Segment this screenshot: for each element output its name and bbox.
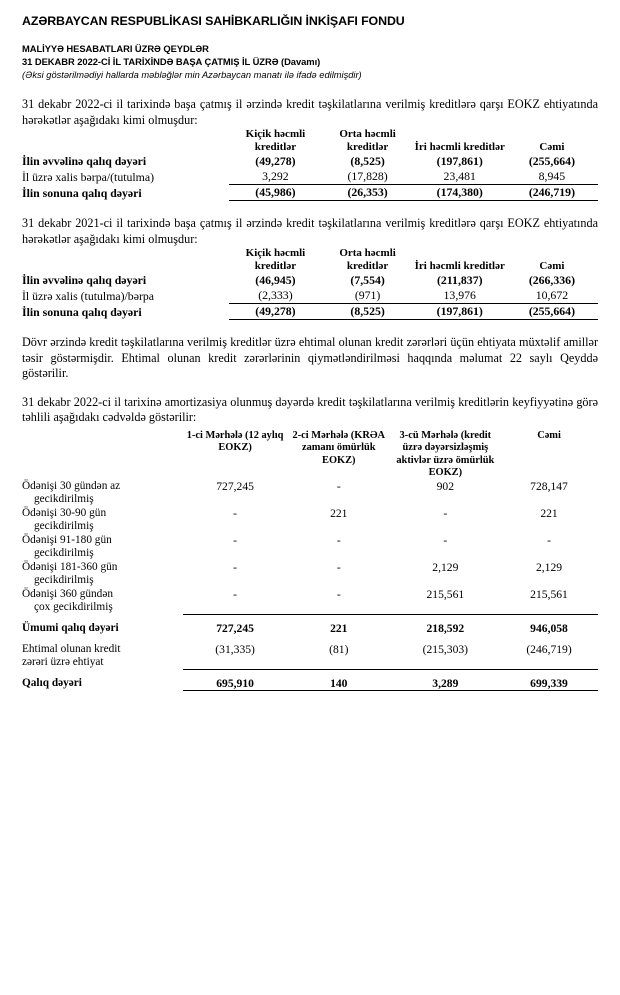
cell-value: (46,945) [255,273,296,287]
table-row [22,154,598,169]
cell-value: - [336,560,341,574]
report-subtitle-line-1: MALİYYƏ HESABATLARI ÜZRƏ QEYDLƏR [22,43,209,54]
cell-value: (197,861) [414,304,506,320]
cell-value: (26,353) [322,185,414,201]
row-label [22,480,183,507]
row-label-line1: Ödənişi 30 gündən az [22,479,121,492]
row-label: İlin sonuna qalıq dəyəri [22,304,142,319]
cell-value: (49,278) [229,304,321,320]
column-header: Kiçik həcmli kreditlər [245,247,306,272]
cell-value: (7,554) [350,273,385,287]
report-subtitle-note: (Əksi göstərilmədiyi hallarda məbləğlər min Azərbaycan manatı ilə ifadə edilmişdir) [22,70,362,80]
paragraph-2: 31 dekabr 2021-ci il tarixində başa çatmış il ərzində kredit təşkilatlarına verilmiş kreditlərə qarşı EOKZ ehtiyatında hərəkətlər aşağıdakı kimi olmuşdur: [22,216,598,246]
column-header: Cəmi [537,429,561,441]
row-label-line1: Ödənişi 181-360 gün [22,560,118,573]
cell-value: (8,525) [322,304,414,320]
cell-value: 215,561 [530,587,568,601]
page-title: AZƏRBAYCAN RESPUBLİKASI SAHİBKARLIĞIN İNKİŞAFI FONDU [22,14,405,28]
cell-value: (971) [322,288,414,304]
cell-value: 23,481 [414,169,506,185]
table-row [22,288,598,304]
cell-value: (31,335) [215,642,255,656]
cell-value: 218,592 [426,622,465,635]
table-row [22,561,598,588]
cell-value: 8,945 [506,169,598,185]
column-header: İri həcmli kreditlər [414,141,505,153]
cell-value: - [233,587,238,601]
row-label-line1: Ehtimal olunan kredit [22,642,121,655]
row-label: Ümumi qalıq dəyəri [22,622,119,634]
column-header: Orta həcmli kreditlər [339,128,396,153]
table-divider-row [22,615,598,623]
row-label [22,588,183,615]
cell-value: - [233,506,238,520]
row-label-line2: zərəri üzrə ehtiyat [22,656,104,668]
cell-value: 946,058 [530,622,568,635]
column-header: İri həcmli kreditlər [414,260,505,272]
table-row-total [22,304,598,320]
ecl-movement-table-2021 [22,247,598,320]
cell-value: 695,910 [216,677,254,690]
cell-value: - [443,533,448,547]
paragraph-1: 31 dekabr 2022-ci il tarixində başa çatmış il ərzində kredit təşkilatlarına verilmiş kreditlərə qarşı EOKZ ehtiyatında hərəkətlər aşağıdakı kimi olmuşdur: [22,97,598,127]
row-label [22,561,183,588]
cell-value: (81) [329,642,349,656]
cell-value: (45,986) [229,185,321,201]
cell-value: 699,339 [530,677,568,690]
cell-value: 221 [330,622,348,635]
cell-value: - [233,560,238,574]
column-header: Cəmi [539,260,565,272]
cell-value: (17,828) [322,169,414,185]
column-header: Orta həcmli kreditlər [339,247,396,272]
table-bottom-rule [22,691,598,699]
cell-value: - [336,533,341,547]
column-header: Cəmi [539,141,565,153]
table-row [22,534,598,561]
cell-value: 727,245 [216,622,254,635]
cell-value: 13,976 [414,288,506,304]
row-label-line2: gecikdirilmiş [34,547,94,559]
row-label-line1: Ödənişi 360 gündən [22,587,113,600]
table-header-row [22,128,598,154]
column-header: 2-ci Mərhələ (KRƏA zamanı ömürlük EOKZ) [292,429,386,466]
cell-value: - [336,479,341,493]
row-label-line2: gecikdirilmiş [34,574,94,586]
table-row [22,273,598,288]
table-spacer-row [22,636,598,643]
row-label: İlin əvvəlinə qalıq dəyəri [22,273,147,287]
table-header-row [22,247,598,273]
row-label-line2: gecikdirilmiş [34,493,94,505]
cell-value: 221 [540,506,558,520]
cell-value: 10,672 [506,288,598,304]
table-header-row [22,430,598,480]
cell-value: (49,278) [255,154,296,168]
row-label: İl üzrə xalis (tutulma)/bərpa [22,288,155,303]
cell-value: 215,561 [426,587,465,601]
column-header: 1-ci Mərhələ (12 aylıq EOKZ) [186,429,284,453]
table-row [22,507,598,534]
cell-value: - [233,533,238,547]
cell-value: (211,837) [436,273,483,287]
table-row [22,588,598,615]
row-label-line2: gecikdirilmiş [34,520,94,532]
cell-value: 221 [330,506,348,520]
cell-value: 140 [330,677,348,690]
row-label [22,534,183,561]
table-row-total [22,677,598,691]
cell-value: 3,292 [229,169,321,185]
cell-value: - [443,506,448,520]
paragraph-3: Dövr ərzində kredit təşkilatlarına verilmiş kreditlər üzrə ehtimal olunan kredit zərərləri üçün ehtiyata müxtəlif amillər təsir göstərmişdir. Ehtimal olunan kredit zərərlərinin qiymətləndirilməsi haqqında məlumat 22 saylı Qeyddə göstərilir. [22,335,598,380]
row-label: İlin əvvəlinə qalıq dəyəri [22,154,147,168]
cell-value: (2,333) [229,288,321,304]
cell-value: (255,664) [506,304,598,320]
cell-value: (8,525) [350,154,385,168]
cell-value: 728,147 [530,479,568,493]
table-row [22,169,598,185]
paragraph-4: 31 dekabr 2022-ci il tarixinə amortizasiya olunmuş dəyərdə kredit təşkilatlarına verilmiş kreditlərin keyfiyyətinə görə təhlili aşağıdakı cədvəldə göstərilir: [22,394,598,424]
cell-value: 3,289 [432,677,459,690]
cell-value: (246,719) [526,642,572,656]
row-label-line1: Ödənişi 91-180 gün [22,533,112,546]
column-header: Kiçik həcmli kreditlər [245,128,306,153]
cell-value: (246,719) [506,185,598,201]
row-label-line1: Ödənişi 30-90 gün [22,506,107,519]
cell-value: 2,129 [535,560,563,574]
table-row [22,480,598,507]
cell-value: (266,336) [528,273,576,287]
cell-value: - [336,587,341,601]
cell-value: (197,861) [436,154,483,168]
table-divider-row [22,670,598,678]
table-row-total [22,185,598,201]
table-row [22,643,598,670]
row-label: Qalıq dəyəri [22,677,82,689]
report-subtitle-line-2: 31 DEKABR 2022-Cİ İL TARİXİNDƏ BAŞA ÇATMIŞ İL ÜZRƏ (Davamı) [22,56,321,67]
row-label-line2: çox gecikdirilmiş [34,601,113,613]
cell-value: - [547,533,551,547]
row-label [22,643,183,670]
cell-value: 727,245 [216,479,254,493]
row-label: İlin sonuna qalıq dəyəri [22,185,142,200]
cell-value: 902 [436,479,455,493]
ecl-movement-table-2022 [22,128,598,201]
row-label [22,507,183,534]
loan-quality-analysis-table [22,430,598,699]
column-header: 3-cü Mərhələ (kredit üzrə dəyərsizləşmiş aktivlər üzrə ömürlük EOKZ) [396,429,495,478]
cell-value: (215,303) [422,642,469,656]
row-label: İl üzrə xalis bərpa/(tutulma) [22,169,155,184]
cell-value: 2,129 [432,560,459,574]
cell-value: (255,664) [528,154,576,168]
table-row-total [22,622,598,636]
cell-value: (174,380) [414,185,506,201]
